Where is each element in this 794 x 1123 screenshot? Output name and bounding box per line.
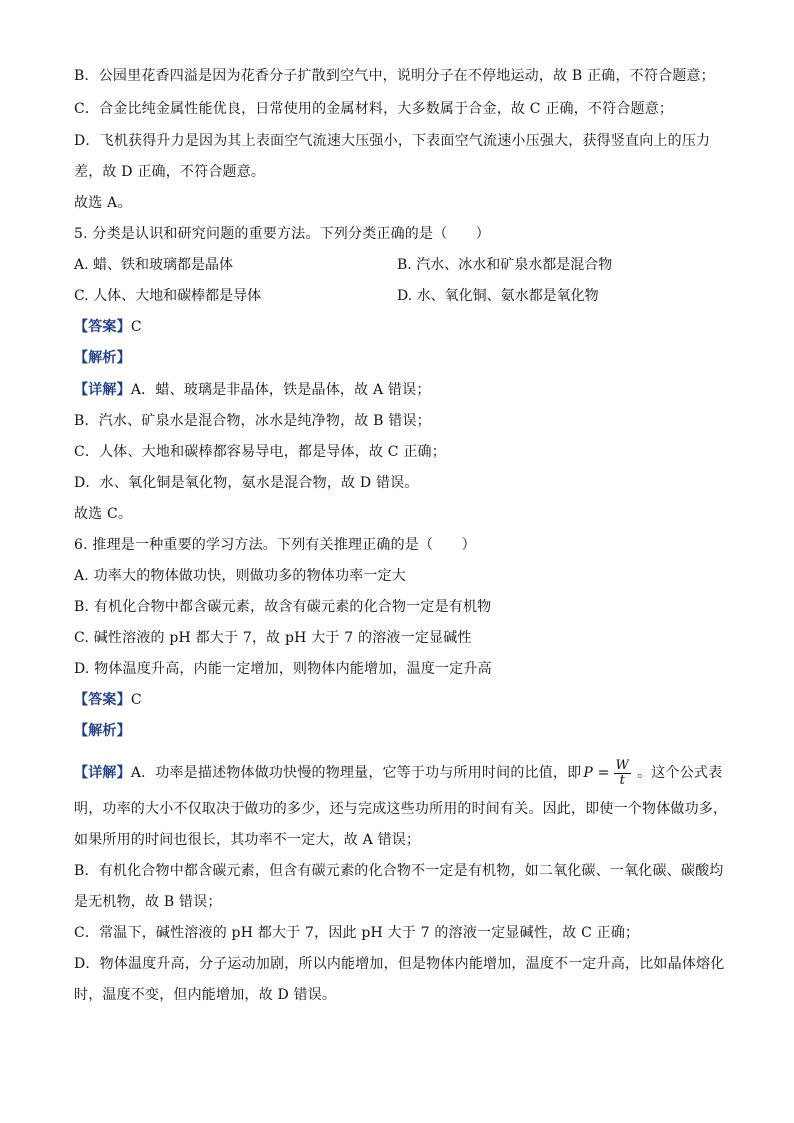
q5-answer-tag: 【答案】 bbox=[74, 319, 131, 335]
q6-detail-tag: 【详解】 bbox=[74, 765, 131, 781]
q6-detail-a-line1 bbox=[74, 758, 722, 788]
q6-option-a: A. 功率大的物体做功快，则做功多的物体功率一定大 bbox=[74, 568, 407, 584]
formula-denominator: t bbox=[619, 772, 626, 788]
formula-numerator: W bbox=[615, 757, 630, 773]
q6-detail-d-line1: D．物体温度升高，分子运动加剧，所以内能增加，但是物体内能增加，温度不一定升高，比如晶体熔化 bbox=[74, 956, 725, 972]
q5-conclusion: 故选 C。 bbox=[74, 506, 133, 522]
power-formula bbox=[583, 758, 635, 788]
q5-detail-a: A．蜡、玻璃是非晶体，铁是晶体，故 A 错误； bbox=[130, 382, 431, 398]
q5-detail-a-line bbox=[74, 380, 431, 400]
q6-detail-d-line2: 时，温度不变，但内能增加，故 D 错误。 bbox=[74, 987, 337, 1003]
prev-option-d-explanation-line2: 差，故 D 正确，不符合题意。 bbox=[74, 164, 266, 180]
q6-option-b: B. 有机化合物中都含碳元素，故含有碳元素的化合物一定是有机物 bbox=[74, 599, 492, 615]
q5-detail-tag: 【详解】 bbox=[74, 382, 131, 398]
q6-stem: 6. 推理是一种重要的学习方法。下列有关推理正确的是（ ） bbox=[74, 537, 476, 553]
q6-option-d: D. 物体温度升高，内能一定增加，则物体内能增加，温度一定升高 bbox=[74, 661, 492, 677]
q6-detail-b-line1: B．有机化合物中都含碳元素，但含有碳元素的化合物不一定是有机物，如二氧化碳、一氧化碳、碳酸均 bbox=[74, 863, 724, 879]
q5-option-a: A. 蜡、铁和玻璃都是晶体 bbox=[74, 257, 234, 273]
q6-option-c: C. 碱性溶液的 pH 都大于 7，故 pH 大于 7 的溶液一定显碱性 bbox=[74, 630, 472, 646]
q5-analysis-tag: 【解析】 bbox=[74, 350, 131, 366]
q5-analysis-line bbox=[74, 348, 131, 368]
q5-option-b: B. 汽水、冰水和矿泉水都是混合物 bbox=[397, 257, 613, 273]
prev-option-b-explanation: B．公园里花香四溢是因为花香分子扩散到空气中，说明分子在不停地运动，故 B 正确，不符合题意； bbox=[74, 68, 715, 84]
q6-detail-a-line3: 如果所用的时间也很长，其功率不一定大，故 A 错误； bbox=[74, 832, 421, 848]
formula-fraction bbox=[614, 759, 632, 788]
q6-analysis-tag: 【解析】 bbox=[74, 723, 131, 739]
q5-stem: 5. 分类是认识和研究问题的重要方法。下列分类正确的是（ ） bbox=[74, 226, 491, 242]
q5-answer-line bbox=[74, 317, 142, 337]
q5-detail-d: D．水、氧化铜是氧化物，氨水是混合物，故 D 错误。 bbox=[74, 475, 419, 491]
q5-option-c: C. 人体、大地和碳棒都是导体 bbox=[74, 288, 262, 304]
q6-detail-a-post: 。这个公式表 bbox=[637, 765, 723, 781]
q6-detail-a-line2: 明，功率的大小不仅取决于做功的多少，还与完成这些功所用的时间有关。因此，即使一个物体做功多， bbox=[74, 801, 728, 817]
q5-option-d: D. 水、氧化铜、氨水都是氧化物 bbox=[397, 288, 599, 304]
q6-answer-line bbox=[74, 690, 142, 710]
q6-detail-a-pre: A．功率是描述物体做功快慢的物理量，它等于功与所用时间的比值，即 bbox=[130, 765, 582, 781]
q6-answer: C bbox=[130, 692, 142, 708]
prev-conclusion: 故选 A。 bbox=[74, 195, 132, 211]
prev-option-c-explanation: C．合金比纯金属性能优良，日常使用的金属材料，大多数属于合金，故 C 正确，不符合题意； bbox=[74, 101, 674, 117]
q5-detail-b: B．汽水、矿泉水是混合物，冰水是纯净物，故 B 错误； bbox=[74, 413, 431, 429]
formula-equals: = bbox=[597, 765, 610, 781]
q6-answer-tag: 【答案】 bbox=[74, 692, 131, 708]
q5-answer: C bbox=[130, 319, 142, 335]
q6-detail-c: C．常温下，碱性溶液的 pH 都大于 7，因此 pH 大于 7 的溶液一定显碱性，故 C 正确； bbox=[74, 925, 640, 941]
prev-option-d-explanation-line1: D．飞机获得升力是因为其上表面空气流速大压强小，下表面空气流速小压强大，获得竖直向上的压力 bbox=[74, 133, 711, 149]
q5-detail-c: C．人体、大地和碳棒都容易导电，都是导体，故 C 正确； bbox=[74, 444, 446, 460]
q6-detail-b-line2: 是无机物，故 B 错误； bbox=[74, 894, 222, 910]
formula-lhs: P bbox=[583, 765, 593, 781]
q6-analysis-line bbox=[74, 721, 131, 741]
